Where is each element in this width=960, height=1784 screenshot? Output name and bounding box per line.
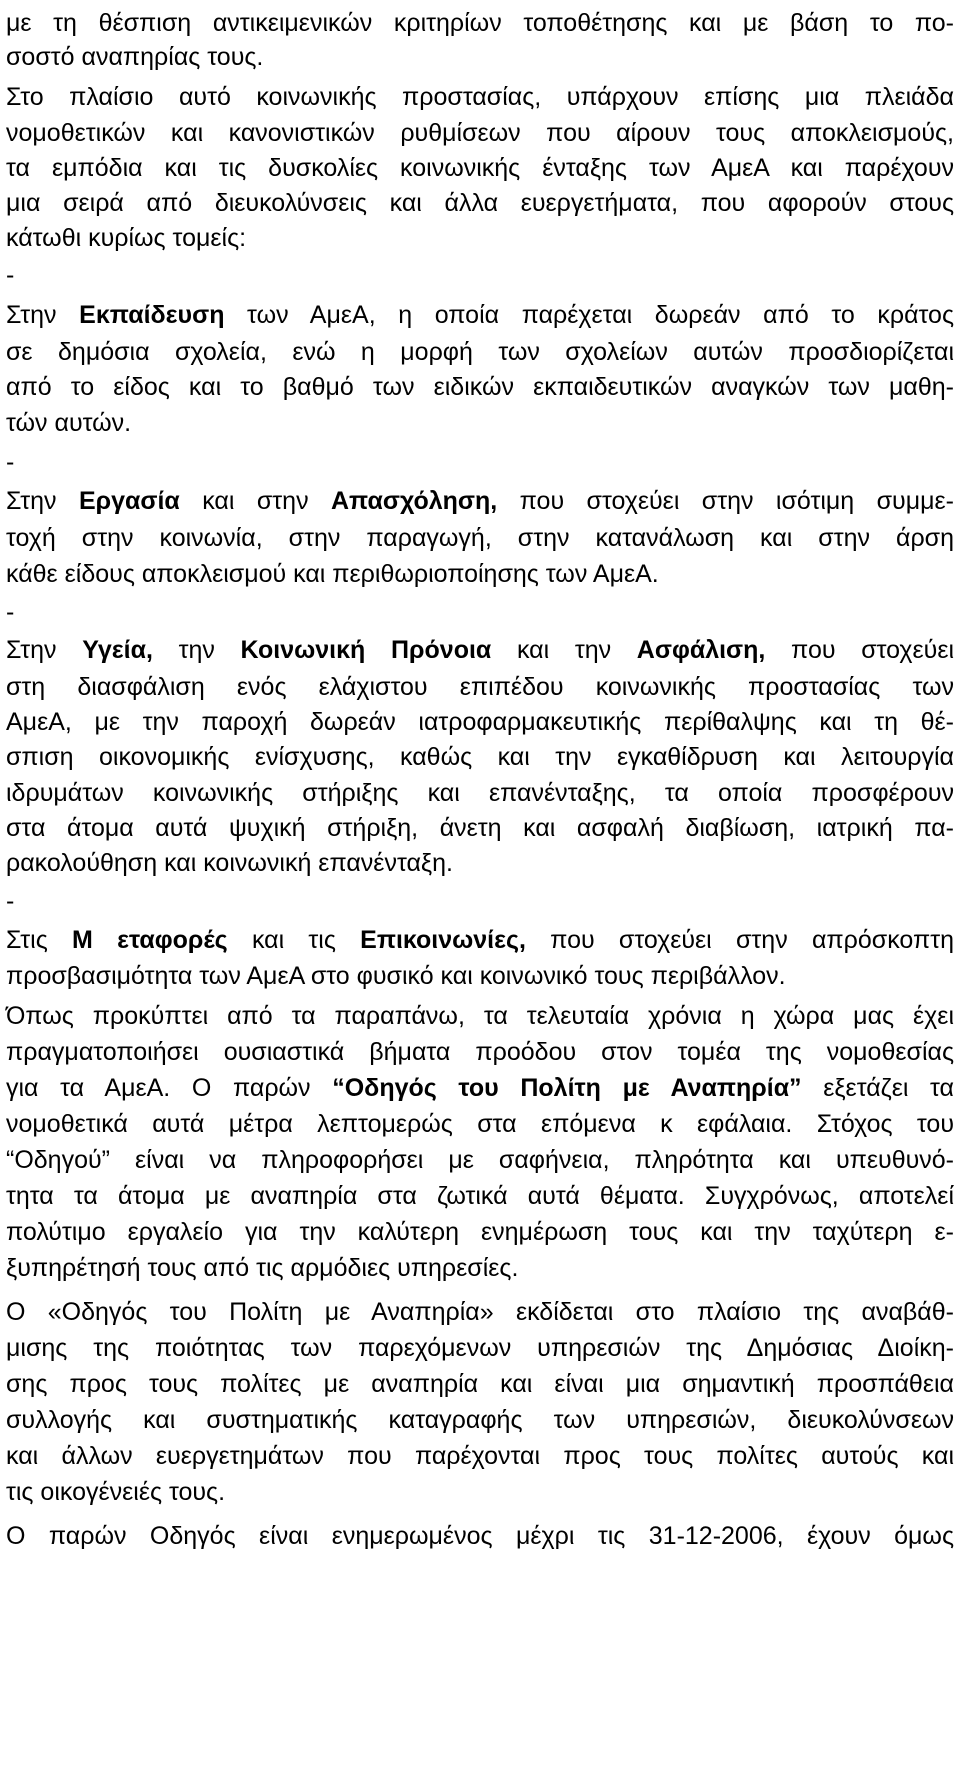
text-line: κάθε είδους αποκλεισμού και περιθωριοποίησης των ΑμεΑ. <box>6 560 659 588</box>
list-dash: - <box>6 448 15 476</box>
keyword-communications: Επικοινωνίες, <box>360 926 526 954</box>
list-item-health: Στην Υγεία, την Κοινωνική Πρόνοια και την Ασφάλιση, που στοχεύει <box>6 636 955 664</box>
text-line: ρακολούθηση και κοινωνική επανένταξη. <box>6 849 453 877</box>
text-line: σοστό αναπηρίας τους. <box>6 43 264 71</box>
list-item-education: Στην Εκπαίδευση των ΑμεΑ, η οποία παρέχεται δωρεάν από το κράτος <box>6 301 954 329</box>
list-dash: - <box>6 598 15 626</box>
list-item-employment: Στην Εργασία και στην Απασχόληση, που στοχεύει στην ισότιμη συμμε- <box>6 487 955 515</box>
list-dash: - <box>6 887 15 915</box>
keyword-insurance: Ασφάλιση, <box>636 636 766 664</box>
text-line: κάτωθι κυρίως τομείς: <box>6 224 247 252</box>
text-line: Όπως προκύπτει από τα παραπάνω, τα τελευταία χρόνια η χώρα μας έχει <box>6 1002 954 1030</box>
text-line: στη διασφάλιση ενός ελάχιστου επιπέδου κοινωνικής προστασίας των <box>6 673 954 701</box>
keyword-health: Υγεία, <box>82 636 153 664</box>
text-line: μια σειρά από διευκολύνσεις και άλλα ευεργετήματα, που αφορούν στους <box>6 189 954 217</box>
list-item-transport: Στις Μ εταφορές και τις Επικοινωνίες, που στοχεύει στην απρόσκοπτη <box>6 926 954 954</box>
text-line: τα εμπόδια και τις δυσκολίες κοινωνικής ένταξης των ΑμεΑ και παρέχουν <box>6 154 954 182</box>
text-line: νομοθετικών και κανονιστικών ρυθμίσεων που αίρουν τους αποκλεισμούς, <box>6 119 954 147</box>
text-line: Ο «Οδηγός του Πολίτη με Αναπηρία» εκδίδεται στο πλαίσιο της αναβάθ- <box>6 1298 954 1326</box>
text-line: σε δημόσια σχολεία, ενώ η μορφή των σχολείων αυτών προσδιορίζεται <box>6 338 954 366</box>
keyword-employment: Απασχόληση, <box>331 487 498 515</box>
keyword-education: Εκπαίδευση <box>79 301 225 329</box>
text-line: στα άτομα αυτά ψυχική στήριξη, άνετη και ασφαλή διαβίωση, ιατρική πα- <box>6 814 954 842</box>
text-line: τοχή στην κοινωνία, στην παραγωγή, στην κατανάλωση και στην άρση <box>6 524 954 552</box>
keyword-work: Εργασία <box>78 487 180 515</box>
text-line: νομοθετικά αυτά μέτρα λεπτομερώς στα επόμενα κ εφάλαια. Στόχος του <box>6 1110 954 1138</box>
guide-title-line: για τα ΑμεΑ. Ο παρών “Οδηγός του Πολίτη με Αναπηρία” εξετάζει τα <box>6 1074 955 1102</box>
text-line: σπιση οικονομικής ενίσχυσης, καθώς και την εγκαθίδρυση και λειτουργία <box>6 743 954 771</box>
text-line: ξυπηρέτησή τους από τις αρμόδιες υπηρεσίες. <box>6 1254 519 1282</box>
text-line: ιδρυμάτων κοινωνικής στήριξης και επανένταξης, τα οποία προσφέρουν <box>6 779 954 807</box>
guide-title: “Οδηγός του Πολίτη με Αναπηρία” <box>332 1074 802 1102</box>
text-line: συλλογής και συστηματικής καταγραφής των υπηρεσιών, διευκολύνσεων <box>6 1406 954 1434</box>
text-line: με τη θέσπιση αντικειμενικών κριτηρίων τοποθέτησης και με βάση το πο- <box>6 9 954 37</box>
text-line: και άλλων ευεργετημάτων που παρέχονται προς τους πολίτες αυτούς και <box>6 1442 954 1470</box>
text-line: από το είδος και το βαθμό των ειδικών εκπαιδευτικών αναγκών των μαθη- <box>6 373 954 401</box>
text-line: πολύτιμο εργαλείο για την καλύτερη ενημέρωση τους και την ταχύτερη ε- <box>6 1218 954 1246</box>
text-line: Στο πλαίσιο αυτό κοινωνικής προστασίας, υπάρχουν επίσης μια πλειάδα <box>6 83 954 111</box>
text-line: τις οικογένειές τους. <box>6 1478 226 1506</box>
keyword-welfare: Κοινωνική Πρόνοια <box>240 636 492 664</box>
list-dash: - <box>6 261 15 289</box>
text-line: σης προς τους πολίτες με αναπηρία και είναι μια σημαντική προσπάθεια <box>6 1370 954 1398</box>
text-line: ΑμεΑ, με την παροχή δωρεάν ιατροφαρμακευτικής περίθαλψης και τη θέ- <box>6 708 954 736</box>
text-line: τών αυτών. <box>6 409 132 437</box>
text-line: προσβασιμότητα των ΑμεΑ στο φυσικό και κοινωνικό τους περιβάλλον. <box>6 962 786 990</box>
text-line: μισης της ποιότητας των παρεχόμενων υπηρεσιών της Δημόσιας Διοίκη- <box>6 1334 954 1362</box>
text-line: Ο παρών Οδηγός είναι ενημερωμένος μέχρι τις 31-12-2006, έχουν όμως <box>6 1522 954 1550</box>
text-line: “Οδηγού” είναι να πληροφορήσει με σαφήνεια, πληρότητα και υπευθυνό- <box>6 1146 954 1174</box>
text-line: πραγματοποιήσει ουσιαστικά βήματα προόδου στον τομέα της νομοθεσίας <box>6 1038 954 1066</box>
text-line: τητα τα άτομα με αναπηρία στα ζωτικά αυτά θέματα. Συγχρόνως, αποτελεί <box>6 1182 954 1210</box>
keyword-transport: Μ εταφορές <box>72 926 228 954</box>
